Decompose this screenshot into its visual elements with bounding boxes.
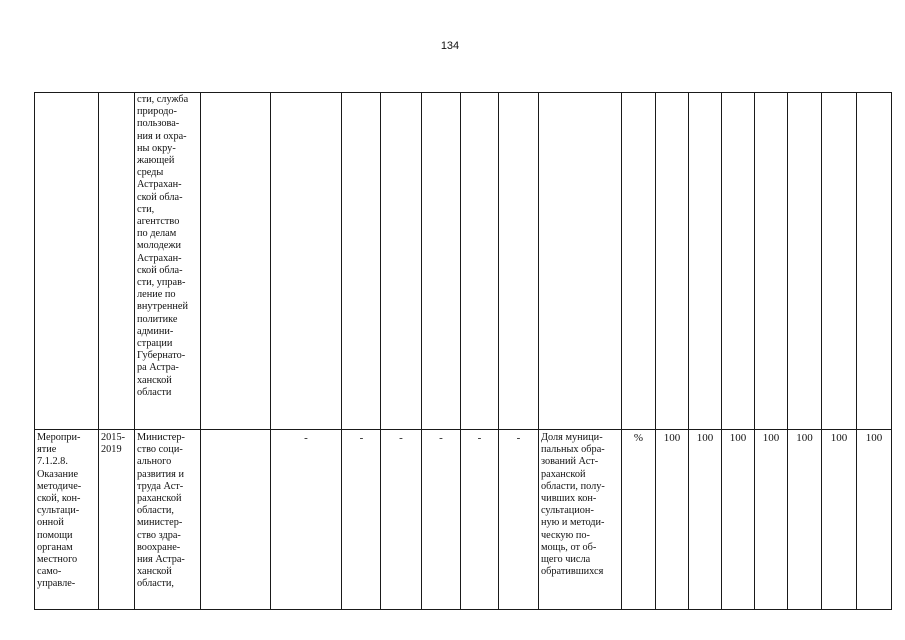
- measure-cell: Меропри- ятие 7.1.2.8. Оказание методиче- ской, кон- сультаци- онной помощи органам местного само- управле-: [37, 432, 82, 590]
- value-cell-1: 100: [663, 432, 681, 444]
- funding-cell-3: -: [399, 432, 403, 444]
- executor-continuation-cell: сти, служба природо- пользова- ния и охра- ны окру- жающей среды Астрахан- ской обла- сти, агентство по делам молодежи Астрахан- ской обла- сти, управ- ление по внутренней политике админи- страции Губернато- ра Астра- ханской области: [137, 94, 189, 398]
- funding-cell-6: -: [516, 432, 521, 444]
- indicator-cell: Доля муници- пальных обра- зований Аст- раханской области, полу- чивших кон- сультацион- ную и методи- ческую по- мощь, от об- щего числа обратившихся: [541, 432, 605, 578]
- page-number: 134: [440, 40, 460, 52]
- funding-cell-4: -: [439, 432, 443, 444]
- period-cell: 2015- 2019: [101, 432, 126, 456]
- program-table: [34, 92, 892, 610]
- value-cell-3: 100: [729, 432, 747, 444]
- value-cell-5: 100: [796, 432, 813, 444]
- value-cell-2: 100: [696, 432, 714, 444]
- funding-cell-1: -: [304, 432, 308, 444]
- value-cell-6: 100: [830, 432, 848, 444]
- funding-cell-5: -: [477, 432, 482, 444]
- value-cell-4: 100: [762, 432, 780, 444]
- value-cell-7: 100: [865, 432, 883, 444]
- funding-cell-2: -: [359, 432, 364, 444]
- unit-cell: %: [633, 432, 644, 444]
- executor-cell: Министер- ство соци- ального развития и труда Аст- раханской области, министер- ство здра- воохране- ния Астра- ханской области,: [137, 432, 185, 590]
